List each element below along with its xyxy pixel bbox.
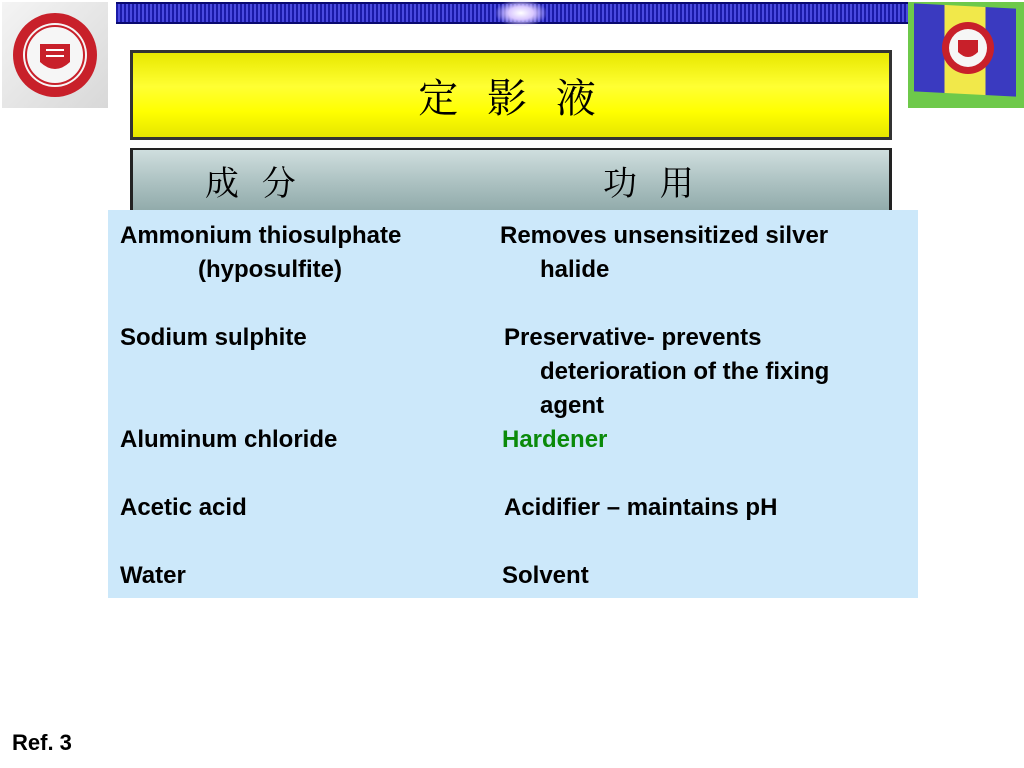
row1-component-line1: Ammonium thiosulphate <box>120 222 402 249</box>
row2-function-line2: deterioration of the fixing <box>540 358 830 385</box>
table-header <box>130 148 892 214</box>
university-seal-icon <box>2 2 108 108</box>
row1-function-line2: halide <box>540 256 610 283</box>
top-decorative-band <box>116 2 908 24</box>
college-flag-seal-icon <box>908 2 1024 108</box>
row3-function-line1: Hardener <box>502 426 608 453</box>
reference-label: Ref. 3 <box>12 730 72 755</box>
row1-component-line2: (hyposulfite) <box>198 256 342 283</box>
row4-component-line1: Acetic acid <box>120 494 247 521</box>
row2-function-line1: Preservative- prevents <box>504 324 762 351</box>
header-component: 成 分 <box>205 164 302 204</box>
slide-title: 定 影 液 <box>418 75 604 122</box>
row1-function-line1: Removes unsensitized silver <box>500 222 829 249</box>
slide-title-box <box>130 50 892 140</box>
header-function: 功 用 <box>603 164 700 204</box>
content-table <box>108 210 918 598</box>
band-glow <box>496 0 546 26</box>
row2-component-line1: Sodium sulphite <box>120 324 307 351</box>
row5-function-line1: Solvent <box>502 562 589 589</box>
row3-component-line1: Aluminum chloride <box>120 426 338 453</box>
row2-function-line3: agent <box>540 392 605 419</box>
row4-function-line1: Acidifier – maintains pH <box>504 494 778 521</box>
row5-component-line1: Water <box>120 562 186 589</box>
